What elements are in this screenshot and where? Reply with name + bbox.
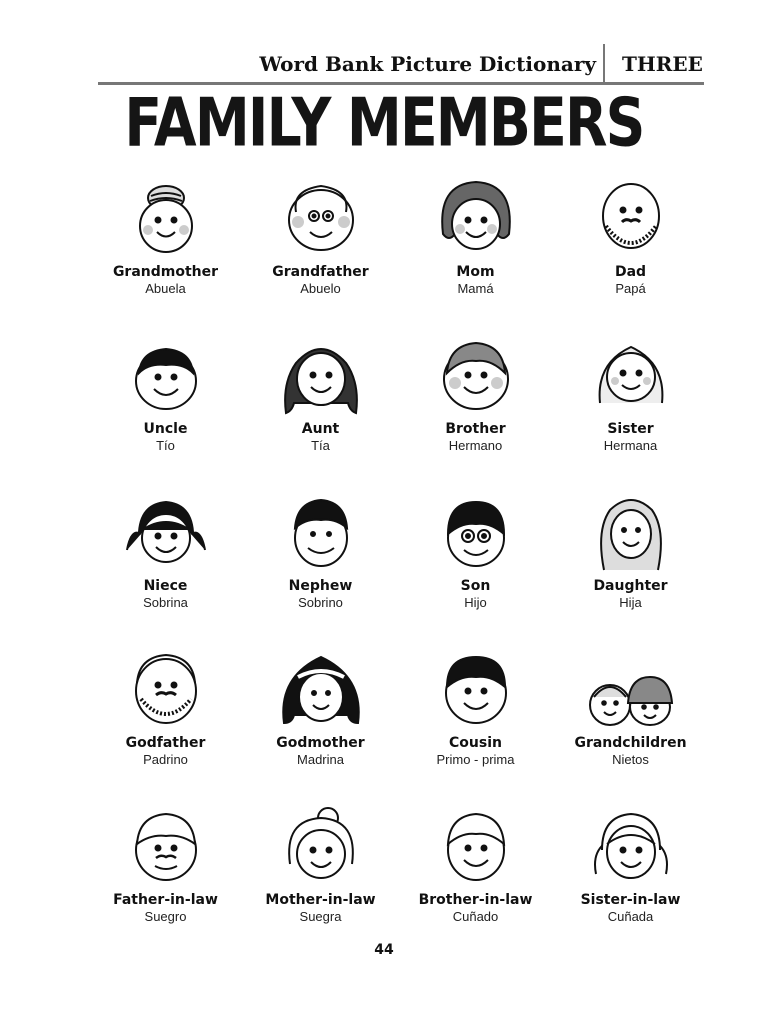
spanish-label: Madrina	[297, 752, 344, 767]
entry-grandchildren	[553, 647, 708, 804]
cousin-face-icon	[433, 647, 519, 733]
entry-niece	[88, 490, 243, 647]
spanish-label: Tía	[311, 438, 330, 453]
spanish-label: Sobrina	[143, 595, 188, 610]
brother-face-icon	[433, 333, 519, 419]
english-label: Grandmother	[112, 264, 219, 280]
english-label: Father-in-law	[113, 892, 218, 908]
header-title: Word Bank Picture Dictionary	[259, 52, 596, 76]
english-label: Brother-in-law	[418, 892, 533, 908]
son-face-icon	[433, 490, 519, 576]
header-divider	[603, 44, 605, 82]
english-label: Brother	[445, 421, 506, 437]
english-label: Aunt	[301, 421, 340, 437]
english-label: Nephew	[288, 578, 353, 594]
spanish-label: Primo - prima	[436, 752, 515, 767]
godfather-face-icon	[123, 647, 209, 733]
spanish-label: Cuñado	[452, 909, 499, 924]
entry-aunt	[243, 333, 398, 490]
spanish-label: Nietos	[612, 752, 649, 767]
entry-godmother	[243, 647, 398, 804]
english-label: Dad	[614, 264, 647, 280]
english-label: Grandfather	[272, 264, 369, 280]
entry-grandfather	[243, 176, 398, 333]
grandchildren-faces-icon	[588, 647, 674, 733]
entry-brother-in-law	[398, 804, 553, 961]
spanish-label: Abuelo	[300, 281, 341, 296]
sister-face-icon	[588, 333, 674, 419]
family-members-grid	[88, 176, 708, 961]
entry-father-in-law	[88, 804, 243, 961]
spanish-label: Suegro	[144, 909, 187, 924]
mother-in-law-face-icon	[278, 804, 364, 890]
english-label: Cousin	[449, 735, 502, 751]
english-label: Daughter	[593, 578, 668, 594]
grandfather-face-icon	[278, 176, 364, 262]
spanish-label: Hermano	[448, 438, 503, 453]
entry-mother-in-law	[243, 804, 398, 961]
entry-grandmother	[88, 176, 243, 333]
spanish-label: Hija	[619, 595, 642, 610]
daughter-face-icon	[588, 490, 674, 576]
aunt-face-icon	[278, 333, 364, 419]
entry-brother	[398, 333, 553, 490]
spanish-label: Suegra	[299, 909, 342, 924]
entry-dad	[553, 176, 708, 333]
english-label: Grandchildren	[574, 735, 687, 751]
uncle-face-icon	[123, 333, 209, 419]
spanish-label: Hijo	[464, 595, 487, 610]
brother-in-law-face-icon	[433, 804, 519, 890]
entry-godfather	[88, 647, 243, 804]
godmother-face-icon	[278, 647, 364, 733]
entry-cousin	[398, 647, 553, 804]
english-label: Son	[460, 578, 491, 594]
spanish-label: Hermana	[603, 438, 658, 453]
english-label: Uncle	[143, 421, 188, 437]
spanish-label: Mamá	[457, 281, 494, 296]
spanish-label: Abuela	[145, 281, 186, 296]
mom-face-icon	[433, 176, 519, 262]
entry-nephew	[243, 490, 398, 647]
english-label: Sister	[607, 421, 654, 437]
spanish-label: Papá	[615, 281, 646, 296]
spanish-label: Padrino	[143, 752, 188, 767]
spanish-label: Cuñada	[607, 909, 654, 924]
header-chapter: THREE	[622, 52, 703, 76]
english-label: Godmother	[276, 735, 365, 751]
english-label: Niece	[143, 578, 188, 594]
spanish-label: Sobrino	[298, 595, 343, 610]
grandmother-face-icon	[123, 176, 209, 262]
entry-sister	[553, 333, 708, 490]
entry-sister-in-law	[553, 804, 708, 961]
niece-face-icon	[123, 490, 209, 576]
nephew-face-icon	[278, 490, 364, 576]
english-label: Sister-in-law	[580, 892, 681, 908]
entry-mom	[398, 176, 553, 333]
entry-son	[398, 490, 553, 647]
english-label: Mom	[456, 264, 495, 280]
page-number: 44	[374, 942, 394, 958]
english-label: Mother-in-law	[265, 892, 376, 908]
spanish-label: Tío	[156, 438, 175, 453]
sister-in-law-face-icon	[588, 804, 674, 890]
english-label: Godfather	[125, 735, 206, 751]
entry-uncle	[88, 333, 243, 490]
father-in-law-face-icon	[123, 804, 209, 890]
entry-daughter	[553, 490, 708, 647]
dad-face-icon	[588, 176, 674, 262]
page-title: FAMILY MEMBERS	[124, 84, 644, 163]
